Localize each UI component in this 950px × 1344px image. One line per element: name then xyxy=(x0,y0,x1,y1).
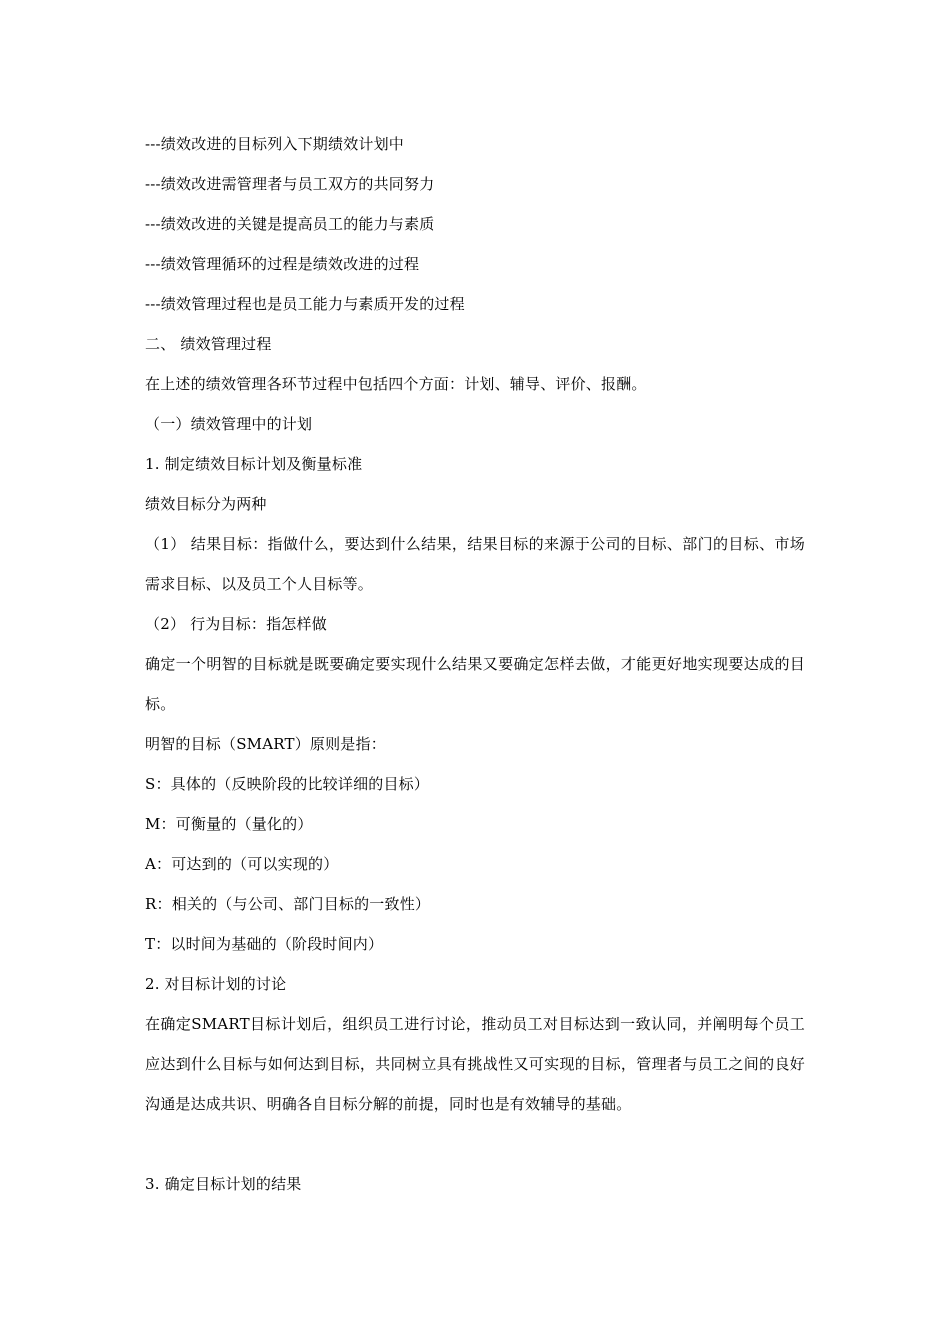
smart-item-r: R：相关的（与公司、部门目标的一致性） xyxy=(145,895,431,913)
item-heading-3: 3. 确定目标计划的结果 xyxy=(145,1175,302,1193)
subsection-heading-1: （一）绩效管理中的计划 xyxy=(145,415,313,433)
bullet-line-4: ---绩效管理循环的过程是绩效改进的过程 xyxy=(145,255,420,273)
bullet-line-3: ---绩效改进的关键是提高员工的能力与素质 xyxy=(145,215,435,233)
paragraph-discussion: 在确定SMART目标计划后，组织员工进行讨论，推动员工对目标达到一致认同，并阐明每个员工应达到什么目标与如何达到目标，共同树立具有挑战性又可实现的目标，管理者与员工之间的良好沟通是达成共识、明确各自目标分解的前提，同时也是有效辅导的基础。 xyxy=(145,1015,805,1113)
section-heading-2: 二、 绩效管理过程 xyxy=(145,335,272,353)
paragraph-goal-types: 绩效目标分为两种 xyxy=(145,495,267,513)
smart-item-a: A：可达到的（可以实现的） xyxy=(145,855,339,873)
item-heading-2: 2. 对目标计划的讨论 xyxy=(145,975,287,993)
blank-line xyxy=(145,1124,805,1164)
item-heading-1: 1. 制定绩效目标计划及衡量标准 xyxy=(145,455,363,473)
paragraph-smart-principle: 明智的目标（SMART）原则是指： xyxy=(145,735,386,753)
bullet-line-1: ---绩效改进的目标列入下期绩效计划中 xyxy=(145,135,405,153)
paragraph-intro: 在上述的绩效管理各环节过程中包括四个方面：计划、辅导、评价、报酬。 xyxy=(145,375,647,393)
paragraph-behavior-goal: （2） 行为目标：指怎样做 xyxy=(145,615,327,633)
smart-item-s: S：具体的（反映阶段的比较详细的目标） xyxy=(145,775,430,793)
bullet-line-2: ---绩效改进需管理者与员工双方的共同努力 xyxy=(145,175,435,193)
smart-item-m: M：可衡量的（量化的） xyxy=(145,815,313,833)
paragraph-result-goal: （1） 结果目标：指做什么，要达到什么结果，结果目标的来源于公司的目标、部门的目标、市场需求目标、以及员工个人目标等。 xyxy=(145,535,805,593)
bullet-line-5: ---绩效管理过程也是员工能力与素质开发的过程 xyxy=(145,295,465,313)
document-body xyxy=(145,124,805,1204)
paragraph-smart-intro: 确定一个明智的目标就是既要确定要实现什么结果又要确定怎样去做，才能更好地实现要达成的目标。 xyxy=(145,655,805,713)
smart-item-t: T：以时间为基础的（阶段时间内） xyxy=(145,935,384,953)
